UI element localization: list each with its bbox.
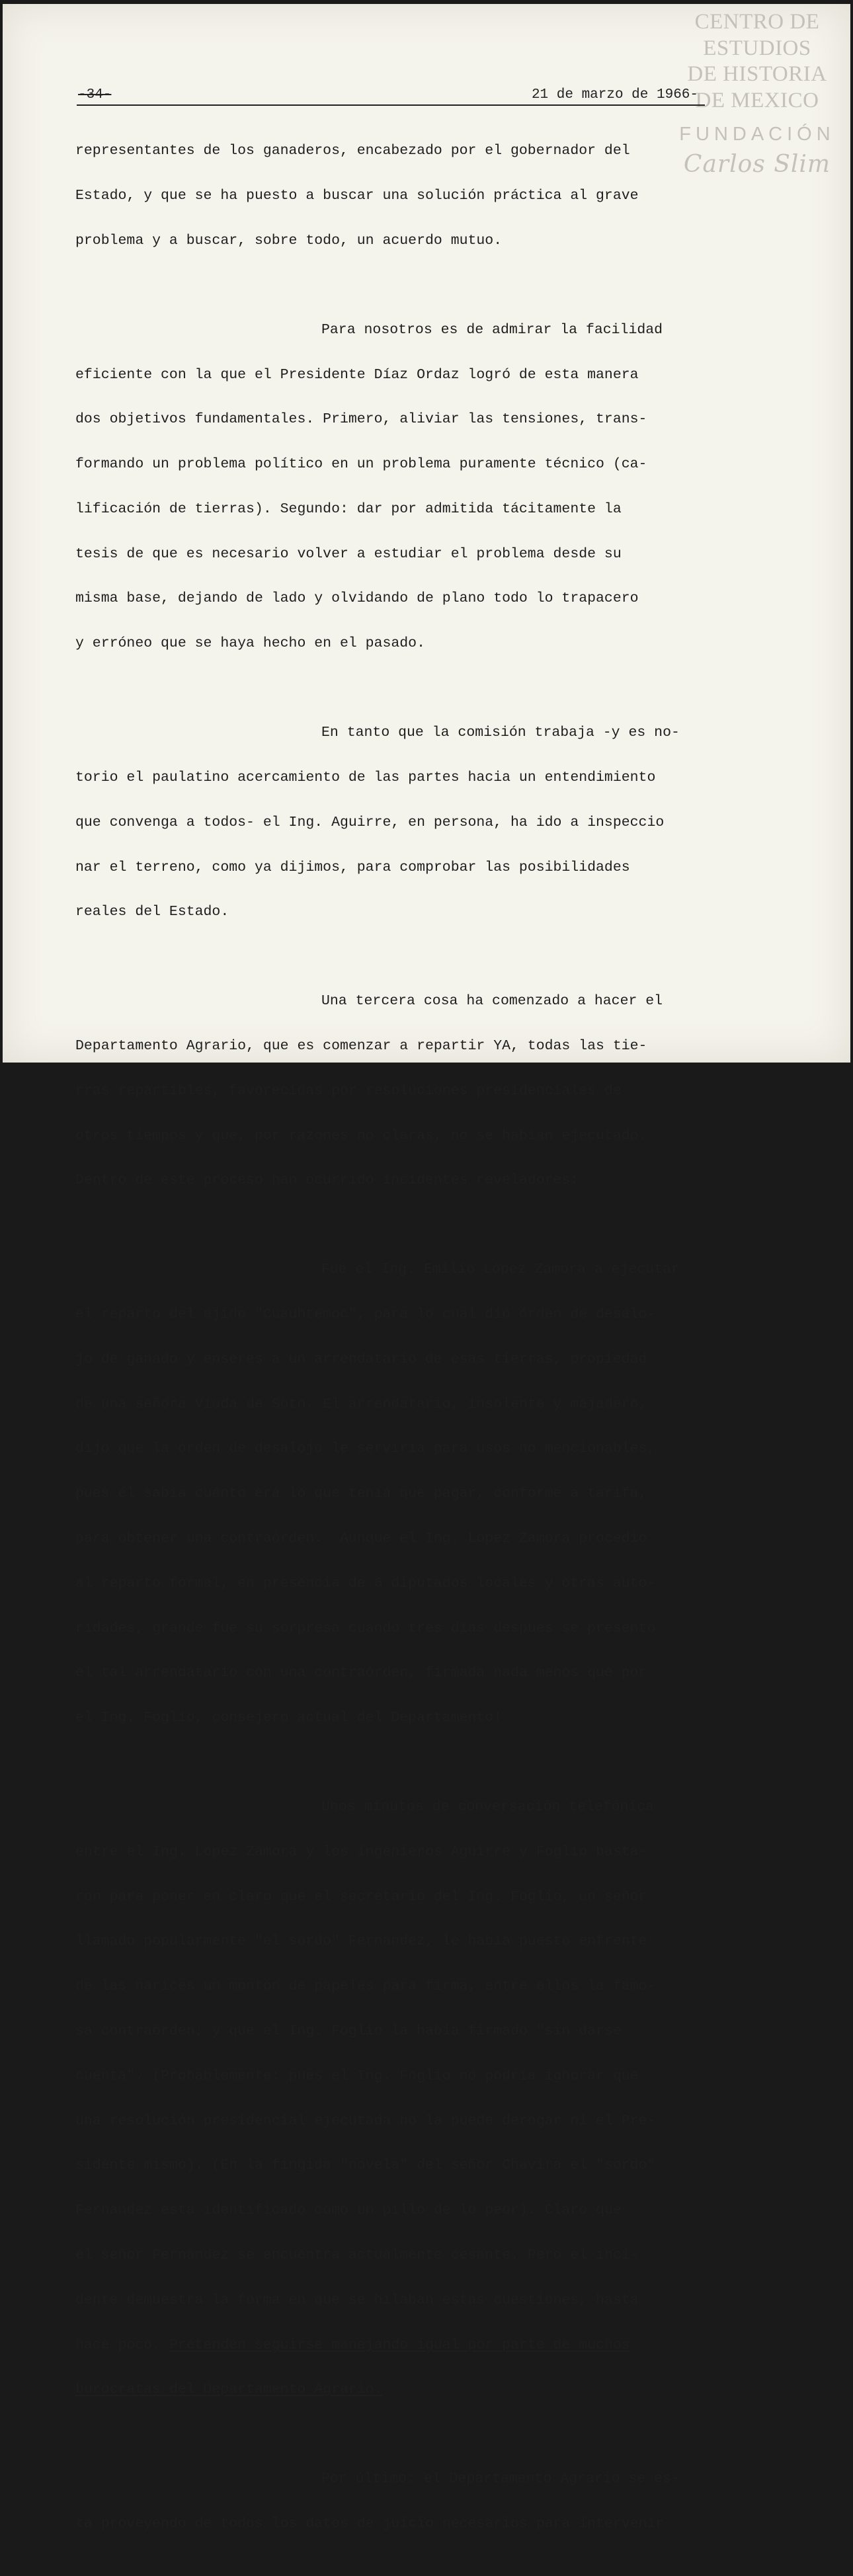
text-line: otros tiempos y que, por razones no claras, no se habían ejecutado.	[75, 1127, 647, 1144]
text-line: Por último: el Departamento Agrario se es-	[321, 2471, 680, 2487]
watermark-line: DE HISTORIA	[687, 62, 827, 87]
text-line: pues él sabía cuánto era lo que tenía que pagar, conforme a tarifa,	[75, 1486, 647, 1502]
text-line: entre el Ing. López Zamora y los ingenieros Aguirre y Foglio basta-	[75, 1843, 647, 1860]
text-line: dos objetivos fundamentales. Primero, aliviar las tensiones, trans-	[75, 411, 647, 428]
text-line: Estado, y que se ha puesto a buscar una solución práctica al grave	[75, 187, 639, 204]
text-line: Una tercera cosa ha comenzado a hacer el	[321, 993, 663, 1010]
text-line: para obtener una contraórden. Aunque el Ing. López Zamora procedió	[75, 1531, 647, 1547]
document-body	[75, 114, 717, 2576]
text-line	[75, 2338, 717, 2353]
text-line: llamado popularmente "el sordo" Fernández, le había puesto enfrente	[75, 1933, 647, 1950]
underlined-text: Pretenden seguirse manejando igual por parte de muchos	[169, 2337, 630, 2353]
text-line: que convenga a todos- el Ing. Aguirre, en persona, ha ido a inspeccio	[75, 814, 665, 830]
text-line: problema y a buscar, sobre todo, un acuerdo mutuo.	[75, 232, 503, 249]
page-header	[77, 87, 705, 106]
text-line: el señor Fernández se encuentra actualmente cesante. Pero el inci-	[75, 2247, 639, 2263]
text-line: En tanto que la comisión trabaja -y es no-	[321, 725, 680, 741]
text-line: Fernández está identificado como un pillo de lo peor). Claro que	[75, 2202, 622, 2219]
paragraph	[75, 1232, 717, 1755]
page-date: 21 de marzo de 1966-	[531, 87, 698, 102]
paragraph	[75, 696, 717, 949]
text-line: el tal arrendatario con una contraórden, firmada nada menos que por	[75, 1665, 647, 1681]
watermark-line: CENTRO DE	[694, 10, 820, 34]
text-line: formando un problema político en un problema puramente técnico (ca-	[75, 456, 647, 473]
paragraph	[75, 1770, 717, 2427]
text-line: de una señora Viuda de Soto. El arrendatario, insolente y majadero,	[75, 1396, 647, 1412]
text-line: Para nosotros es de admirar la facilidad	[321, 321, 663, 338]
text-line: tesis de que es necesario volver a estudiar el problema desde su	[75, 545, 622, 562]
watermark-signature: Carlos Slim	[683, 151, 831, 179]
text-line: jo de ganado y enseres a un arrendatario de esas tierras, propiedad	[75, 1351, 647, 1367]
text-line: y erróneo que se haya hecho en el pasado.	[75, 635, 425, 652]
text-line: una resolución presidencial ejecutada no la puede derogar ni el Pre-	[75, 2113, 656, 2129]
text-line: Fué el Ing. Emilio López Zamora a ejecutar	[321, 1262, 680, 1278]
text-line: ron para poner en claro que el secretario del Ing. Foglio, un señor	[75, 1888, 647, 1905]
text-line: lificación de tierras). Segundo: dar por admitida tácitamente la	[75, 501, 622, 517]
text-line: torio el paulatino acercamiento de las partes hacia un entendimiento	[75, 769, 656, 785]
text-line: misma base, dejando de lado y olvidando de plano todo lo trapacero	[75, 590, 639, 607]
paragraph	[75, 964, 717, 1218]
text-line: el reparto del ejido "Cuauhtemoc", para lo cual dió órden de desalo-	[75, 1307, 656, 1323]
text-line: ridades, grande fué su sorpresa cuando tres días después se presentó	[75, 1620, 656, 1636]
underlined-text: burócratas del Departamento Agrario.	[75, 2382, 383, 2398]
paragraph	[75, 2442, 717, 2561]
text-line: representantes de los ganaderos, encabezado por el gobernador del	[75, 143, 630, 159]
text-line: tá proveyendo de todos los datos de juicio necesarios para intervenir	[75, 2516, 665, 2532]
paragraph	[75, 114, 717, 278]
text-line: dente demuestra la forma en que se hilaban estas cuestiones, hasta	[75, 2292, 639, 2308]
text-line: Unos minutos de conversación telefónica	[321, 1799, 655, 1816]
text-line: cuenta". (Probablemente: pues el Ing. Foglio no podría ignorar que	[75, 2068, 639, 2084]
text-line: Departamento Agrario, que es comenzar a repartir YA, todas las tie-	[75, 1038, 647, 1055]
text-line: dijo que la órden de desalojo le serviría para usos no mencionables,	[75, 1441, 656, 1457]
text-line: de las narices un montón de papeles para firma, entre ellos la famo-	[75, 1978, 656, 1995]
text-line: rras repartibles, favorecidas por resoluciones presidenciales de	[75, 1082, 622, 1099]
text-line: nar el terreno, como ya dijimos, para comprobar las posibilidades	[75, 859, 630, 875]
text-line: el Ing. Foglio, consejero actual del Departamento!	[75, 1710, 503, 1726]
text-line: al reparto formal, en presencia de 6 diputados locales y otras auto-	[75, 1575, 656, 1591]
text-line: eficiente con la que el Presidente Díaz Ordaz logró de esta manera	[75, 366, 639, 383]
text-line: sidente mismo). (En la fingida "novela" del señor Chavira el "sordo"	[75, 2157, 656, 2174]
text-line: reales del Estado.	[75, 904, 229, 920]
text-line: sa contraórden; y que el Ing. Foglio la había firmado "sin darse	[75, 2023, 622, 2040]
document-page	[3, 4, 850, 2532]
page-number: -34-	[78, 87, 112, 102]
watermark-line: ESTUDIOS	[703, 36, 811, 60]
watermark-foundation: FUNDACIÓN	[679, 124, 835, 145]
paragraph	[75, 293, 717, 681]
watermark-line: DE MEXICO	[695, 88, 819, 112]
text-line: Dentro de este proceso han ocurrido incidentes reveladores:	[75, 1172, 579, 1189]
text-run: hace poco.	[75, 2337, 169, 2353]
